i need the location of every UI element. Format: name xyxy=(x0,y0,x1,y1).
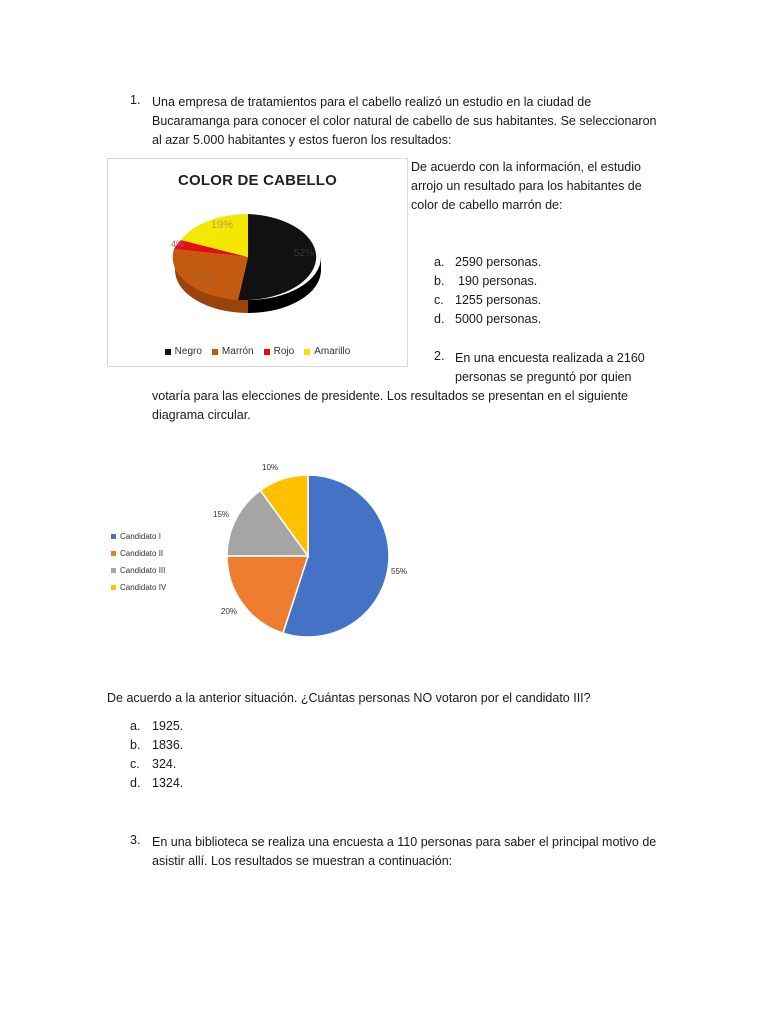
legend1-item-negro xyxy=(165,346,202,357)
q1-side-line1: De acuerdo con la información, el estudio xyxy=(411,160,641,174)
legend2-item-candidato-3 xyxy=(111,562,166,579)
pie1-label-amarillo: 19% xyxy=(211,219,234,231)
q1-option-c-letter: c. xyxy=(434,293,444,307)
q2-option-a-text: 1925. xyxy=(152,719,184,733)
q1-side-line3: color de cabello marrón de: xyxy=(411,198,563,212)
q2-option-c-text: 324. xyxy=(152,757,177,771)
chart1-pie xyxy=(108,159,407,366)
q1-side-line2: arrojo un resultado para los habitantes de xyxy=(411,179,642,193)
legend1-swatch xyxy=(165,349,171,355)
q2-line1: En una encuesta realizada a 2160 xyxy=(455,351,645,365)
legend1-label: Rojo xyxy=(273,346,295,357)
q1-statement xyxy=(152,93,660,150)
pie1-label-negro: 52% xyxy=(294,248,315,259)
legend2-label: Candidato I xyxy=(120,532,161,541)
q1-option-b-text: 190 personas. xyxy=(458,274,538,288)
q3-statement xyxy=(152,833,672,871)
pie2-label-candidato-2: 20% xyxy=(221,607,238,616)
q3-line2: asistir allí. Los resultados se muestran a continuación: xyxy=(152,854,453,868)
chart1-legend xyxy=(108,346,407,357)
q2-option-b-letter: b. xyxy=(130,738,141,752)
q2-option-c-letter: c. xyxy=(130,757,140,771)
q1-option-c-text: 1255 personas. xyxy=(455,293,542,307)
legend1-label: Marrón xyxy=(221,346,254,357)
q3-line1: En una biblioteca se realiza una encuesta a 110 personas para saber el principal motivo de xyxy=(152,835,657,849)
legend1-item-rojo xyxy=(264,346,295,357)
q1-option-b-letter: b. xyxy=(434,274,445,288)
legend1-label: Negro xyxy=(174,346,202,357)
legend1-label: Amarillo xyxy=(314,346,351,357)
q2-option-d-text: 1324. xyxy=(152,776,184,790)
q1-option-a-text: 2590 personas. xyxy=(455,255,542,269)
q2-option-d-letter: d. xyxy=(130,776,141,790)
legend1-item-amarillo xyxy=(304,346,350,357)
pie2-label-candidato-1: 55% xyxy=(391,567,408,576)
q2-question: De acuerdo a la anterior situación. ¿Cuántas personas NO votaron por el candidato III? xyxy=(107,691,591,705)
q3-number: 3. xyxy=(130,833,141,847)
legend2-label: Candidato III xyxy=(120,566,166,575)
pie1-label-marron: 25% xyxy=(195,272,218,284)
q1-line2: Bucaramanga para conocer el color natural de cabello de sus habitantes. Se seleccionaron xyxy=(152,114,657,128)
legend2-swatch xyxy=(111,534,116,539)
legend1-swatch xyxy=(304,349,310,355)
legend1-swatch xyxy=(212,349,218,355)
hair-color-chart xyxy=(107,158,408,367)
legend2-label: Candidato II xyxy=(120,549,164,558)
q2-line4: diagrama circular. xyxy=(152,408,251,422)
q1-option-d-text: 5000 personas. xyxy=(455,312,542,326)
q1-option-a-letter: a. xyxy=(434,255,445,269)
q2-line3: votaría para las elecciones de presidente. Los resultados se presentan en el siguiente xyxy=(152,389,628,403)
legend2-swatch xyxy=(111,585,116,590)
q1-option-d-letter: d. xyxy=(434,312,445,326)
pie2-label-candidato-4: 10% xyxy=(262,463,279,472)
q2-intro xyxy=(455,349,665,387)
pie2-label-candidato-3: 15% xyxy=(213,510,230,519)
legend2-item-candidato-2 xyxy=(111,545,166,562)
q1-side-text xyxy=(411,158,661,215)
q2-option-a-letter: a. xyxy=(130,719,141,733)
legend2-swatch xyxy=(111,551,116,556)
q2-line2: personas se preguntó por quien xyxy=(455,370,632,384)
legend1-swatch xyxy=(264,349,270,355)
legend2-item-candidato-4 xyxy=(111,579,166,596)
chart2-pie xyxy=(220,468,396,644)
q1-line3: al azar 5.000 habitantes y estos fueron los resultados: xyxy=(152,133,452,147)
pie1-label-rojo: 4% xyxy=(171,239,185,249)
q2-number: 2. xyxy=(434,349,445,363)
legend2-label: Candidato IV xyxy=(120,583,167,592)
chart1-title: COLOR DE CABELLO xyxy=(177,172,338,189)
legend2-swatch xyxy=(111,568,116,573)
legend1-item-marron xyxy=(212,346,254,357)
chart2-legend xyxy=(111,528,166,596)
legend2-item-candidato-1 xyxy=(111,528,166,545)
q2-option-b-text: 1836. xyxy=(152,738,184,752)
q1-number: 1. xyxy=(130,93,141,107)
q1-line1: Una empresa de tratamientos para el cabello realizó un estudio en la ciudad de xyxy=(152,95,592,109)
q2-statement xyxy=(152,387,672,425)
